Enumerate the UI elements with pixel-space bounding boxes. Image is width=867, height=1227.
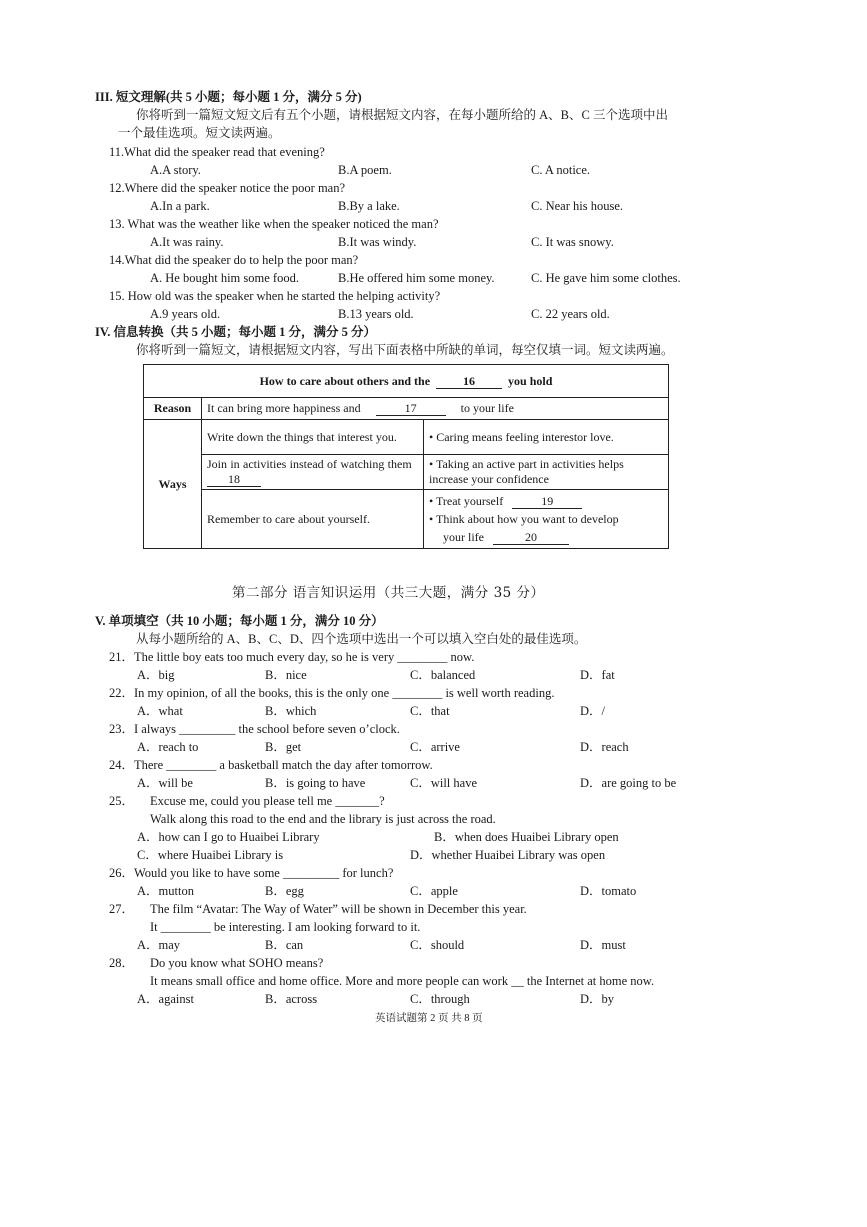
option-28-d: D．by bbox=[580, 992, 615, 1006]
question-27-line-2: It ________ be interesting. I am looking forward to it. bbox=[150, 920, 421, 934]
section-v-title: V. 单项填空（共 10 小题；每小题 1 分，满分 10 分） bbox=[95, 614, 384, 628]
way-2-left: Join in activities instead of watching them 18 bbox=[202, 455, 424, 490]
question-28-number: 28． bbox=[109, 956, 135, 970]
option-26-c: C．apple bbox=[410, 884, 458, 898]
option-24-b: B．is going to have bbox=[265, 776, 366, 790]
ways-label: Ways bbox=[144, 420, 202, 549]
option-25-c: C．where Huaibei Library is bbox=[137, 848, 284, 862]
option-26-a: A．mutton bbox=[137, 884, 194, 898]
option-11-c: C. A notice. bbox=[531, 163, 591, 177]
option-22-b: B．which bbox=[265, 704, 317, 718]
option-25-b: B．when does Huaibei Library open bbox=[434, 830, 619, 844]
option-13-b: B.It was windy. bbox=[338, 235, 417, 249]
question-28-line-2: It means small office and home office. More and more people can work __ the Internet at home now. bbox=[150, 974, 655, 988]
option-28-c: C．through bbox=[410, 992, 470, 1006]
blank-20: 20 bbox=[493, 531, 569, 545]
option-23-a: A．reach to bbox=[137, 740, 199, 754]
option-25-d: D．whether Huaibei Library was open bbox=[410, 848, 606, 862]
reason-cell: It can bring more happiness and 17 to your life bbox=[202, 398, 669, 420]
option-25-a: A．how can I go to Huaibei Library bbox=[137, 830, 320, 844]
question-24: 24．There ________ a basketball match the day after tomorrow. bbox=[109, 758, 433, 772]
section-iii-instruction: 你将听到一篇短文短文后有五个小题，请根据短文内容，在每小题所给的 A、B、C 三个选项中出 bbox=[136, 108, 668, 122]
question-14: 14.What did the speaker do to help the poor man? bbox=[109, 253, 359, 267]
way-1-right: • Caring means feeling interestor love. bbox=[424, 420, 669, 455]
question-27-line-1: The film “Avatar: The Way of Water” will be shown in December this year. bbox=[150, 902, 527, 916]
option-24-a: A．will be bbox=[137, 776, 193, 790]
option-27-d: D．must bbox=[580, 938, 626, 952]
option-28-b: B．across bbox=[265, 992, 318, 1006]
option-15-b: B.13 years old. bbox=[338, 307, 414, 321]
option-15-a: A.9 years old. bbox=[150, 307, 221, 321]
option-15-c: C. 22 years old. bbox=[531, 307, 610, 321]
option-21-a: A．big bbox=[137, 668, 175, 682]
option-22-a: A．what bbox=[137, 704, 183, 718]
way-1-left: Write down the things that interest you. bbox=[202, 420, 424, 455]
option-21-d: D．fat bbox=[580, 668, 615, 682]
question-15: 15. How old was the speaker when he started the helping activity? bbox=[109, 289, 441, 303]
option-14-b: B.He offered him some money. bbox=[338, 271, 495, 285]
option-26-d: D．tomato bbox=[580, 884, 637, 898]
question-12: 12.Where did the speaker notice the poor man? bbox=[109, 181, 346, 195]
section-iv-title: IV. 信息转换（共 5 小题；每小题 1 分，满分 5 分） bbox=[95, 325, 377, 339]
option-11-b: B.A poem. bbox=[338, 163, 392, 177]
option-24-d: D．are going to be bbox=[580, 776, 677, 790]
option-14-c: C. He gave him some clothes. bbox=[531, 271, 681, 285]
question-13: 13. What was the weather like when the speaker noticed the man? bbox=[109, 217, 439, 231]
option-14-a: A. He bought him some food. bbox=[150, 271, 299, 285]
blank-18: 18 bbox=[207, 473, 261, 487]
option-24-c: C．will have bbox=[410, 776, 478, 790]
option-26-b: B．egg bbox=[265, 884, 304, 898]
option-23-d: D．reach bbox=[580, 740, 629, 754]
option-27-a: A．may bbox=[137, 938, 181, 952]
info-table bbox=[143, 364, 669, 549]
option-11-a: A.A story. bbox=[150, 163, 201, 177]
question-25-number: 25． bbox=[109, 794, 135, 808]
way-3-left: Remember to care about yourself. bbox=[202, 490, 424, 549]
question-25-line-2: Walk along this road to the end and the library is just across the road. bbox=[150, 812, 496, 826]
option-22-d: D．/ bbox=[580, 704, 606, 718]
blank-19: 19 bbox=[512, 495, 582, 509]
option-12-a: A.In a park. bbox=[150, 199, 210, 213]
question-28-line-1: Do you know what SOHO means? bbox=[150, 956, 324, 970]
section-iii-title: III. 短文理解(共 5 小题；每小题 1 分，满分 5 分) bbox=[95, 90, 362, 104]
option-27-c: C．should bbox=[410, 938, 465, 952]
question-23: 23．I always _________ the school before seven o’clock. bbox=[109, 722, 400, 736]
option-27-b: B．can bbox=[265, 938, 304, 952]
part-2-title: 第二部分 语言知识运用（共三大题，满分 35 分） bbox=[232, 585, 545, 601]
option-12-c: C. Near his house. bbox=[531, 199, 623, 213]
table-header: How to care about others and the 16 you hold bbox=[144, 365, 669, 398]
way-2-right: • Taking an active part in activities helps increase your confidence bbox=[424, 455, 669, 490]
option-12-b: B.By a lake. bbox=[338, 199, 400, 213]
reason-label: Reason bbox=[144, 398, 202, 420]
question-21: 21．The little boy eats too much every day, so he is very ________ now. bbox=[109, 650, 475, 664]
blank-16: 16 bbox=[436, 375, 502, 389]
option-28-a: A．against bbox=[137, 992, 194, 1006]
blank-17: 17 bbox=[376, 402, 446, 416]
question-22: 22．In my opinion, of all the books, this is the only one ________ is well worth reading. bbox=[109, 686, 555, 700]
way-3-right: • Treat yourself 19 • Think about how you want to develop your life 20 bbox=[424, 490, 669, 549]
question-11: 11.What did the speaker read that evening? bbox=[109, 145, 325, 159]
option-13-a: A.It was rainy. bbox=[150, 235, 224, 249]
section-v-instruction: 从每小题所给的 A、B、C、D、四个选项中选出一个可以填入空白处的最佳选项。 bbox=[136, 632, 587, 646]
option-21-b: B．nice bbox=[265, 668, 307, 682]
option-13-c: C. It was snowy. bbox=[531, 235, 614, 249]
page-footer: 英语试题第 2 页 共 8 页 bbox=[375, 1013, 483, 1024]
question-27-number: 27． bbox=[109, 902, 135, 916]
option-23-b: B．get bbox=[265, 740, 302, 754]
option-22-c: C．that bbox=[410, 704, 450, 718]
question-26: 26．Would you like to have some _________ for lunch? bbox=[109, 866, 394, 880]
section-iii-instruction-cont: 一个最佳选项。短文读两遍。 bbox=[118, 126, 281, 140]
option-21-c: C．balanced bbox=[410, 668, 476, 682]
option-23-c: C．arrive bbox=[410, 740, 460, 754]
section-iv-instruction: 你将听到一篇短文，请根据短文内容，写出下面表格中所缺的单词，每空仅填一词。短文读两遍。 bbox=[136, 343, 674, 357]
question-25-line-1: Excuse me, could you please tell me _______? bbox=[150, 794, 385, 808]
